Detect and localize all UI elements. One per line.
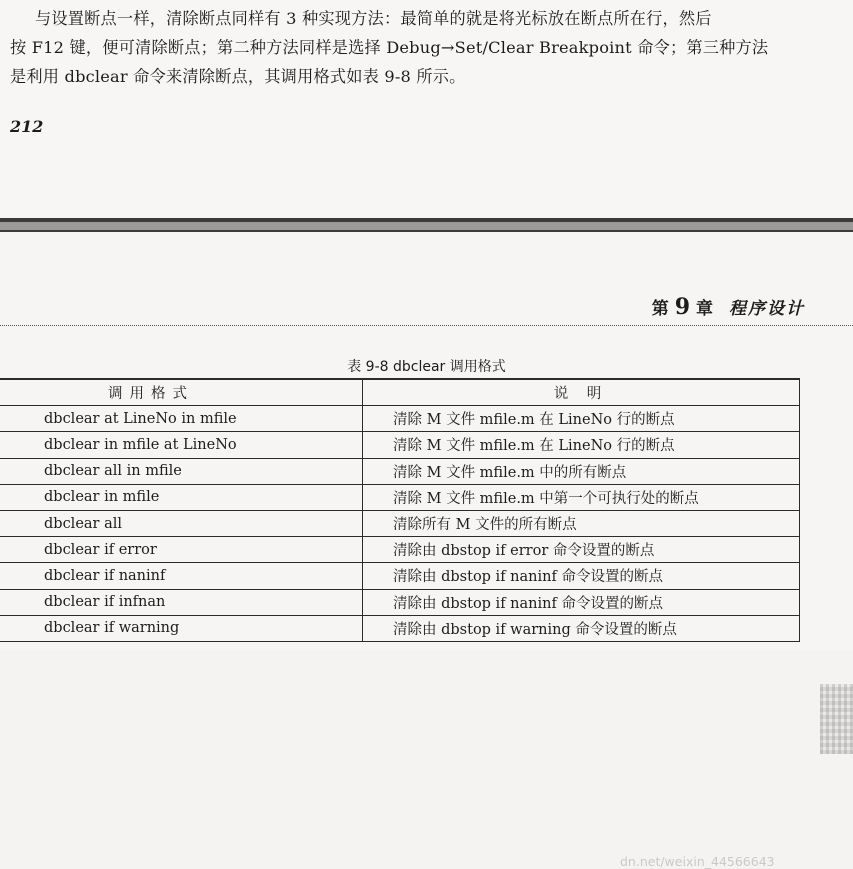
watermark: dn.net/weixin_44566643	[620, 854, 775, 869]
table-row	[0, 589, 800, 615]
cell-format: dbclear if warning	[0, 615, 363, 641]
cell-format: dbclear if error	[0, 537, 363, 563]
header-cell-format: 调用格式	[0, 379, 363, 406]
paragraph	[10, 4, 840, 91]
header-rule	[0, 325, 853, 326]
chapter-suffix: 章	[696, 299, 715, 319]
table-row	[0, 484, 800, 510]
table-row	[0, 406, 800, 432]
header-cell-description: 说 明	[363, 379, 800, 406]
cell-description: 清除所有 M 文件的所有断点	[363, 510, 800, 536]
table-container	[0, 378, 800, 642]
cell-format: dbclear all in mfile	[0, 458, 363, 484]
bleed-through-qr-code	[820, 684, 853, 754]
chapter-number: 9	[674, 294, 692, 320]
top-page	[0, 0, 853, 218]
cell-description: 清除由 dbstop if naninf 命令设置的断点	[363, 563, 800, 589]
table-row	[0, 458, 800, 484]
table-title: 表 9-8 dbclear 调用格式	[347, 359, 506, 375]
table-row	[0, 510, 800, 536]
cell-description: 清除 M 文件 mfile.m 在 LineNo 行的断点	[363, 432, 800, 458]
table-header-row	[0, 379, 800, 406]
cell-format: dbclear at LineNo in mfile	[0, 406, 363, 432]
cell-format: dbclear if naninf	[0, 563, 363, 589]
cell-description: 清除由 dbstop if warning 命令设置的断点	[363, 615, 800, 641]
paragraph-line-2: 按 F12 键，便可清除断点；第二种方法同样是选择 Debug→Set/Clear Breakpoint 命令；第三种方法	[10, 38, 769, 57]
chapter-header	[652, 294, 805, 320]
chapter-title: 程序设计	[729, 299, 805, 319]
cell-description: 清除 M 文件 mfile.m 中的所有断点	[363, 458, 800, 484]
dbclear-table	[0, 378, 800, 642]
cell-format: dbclear in mfile	[0, 484, 363, 510]
table-row	[0, 432, 800, 458]
paragraph-line-3: 是利用 dbclear 命令来清除断点，其调用格式如表 9-8 所示。	[10, 67, 466, 86]
cell-format: dbclear in mfile at LineNo	[0, 432, 363, 458]
bottom-page	[0, 232, 853, 869]
cell-description: 清除 M 文件 mfile.m 中第一个可执行处的断点	[363, 484, 800, 510]
cell-description: 清除 M 文件 mfile.m 在 LineNo 行的断点	[363, 406, 800, 432]
chapter-prefix: 第	[651, 299, 671, 319]
table-row	[0, 563, 800, 589]
paragraph-line-1: 与设置断点一样，清除断点同样有 3 种实现方法：最简单的就是将光标放在断点所在行，然后	[35, 9, 712, 28]
table-row	[0, 615, 800, 641]
cell-format: dbclear all	[0, 510, 363, 536]
table-row	[0, 537, 800, 563]
cell-format: dbclear if infnan	[0, 589, 363, 615]
cell-description: 清除由 dbstop if error 命令设置的断点	[363, 537, 800, 563]
page-gap-shade	[0, 222, 853, 230]
cell-description: 清除由 dbstop if naninf 命令设置的断点	[363, 589, 800, 615]
page-number: 212	[10, 117, 44, 136]
